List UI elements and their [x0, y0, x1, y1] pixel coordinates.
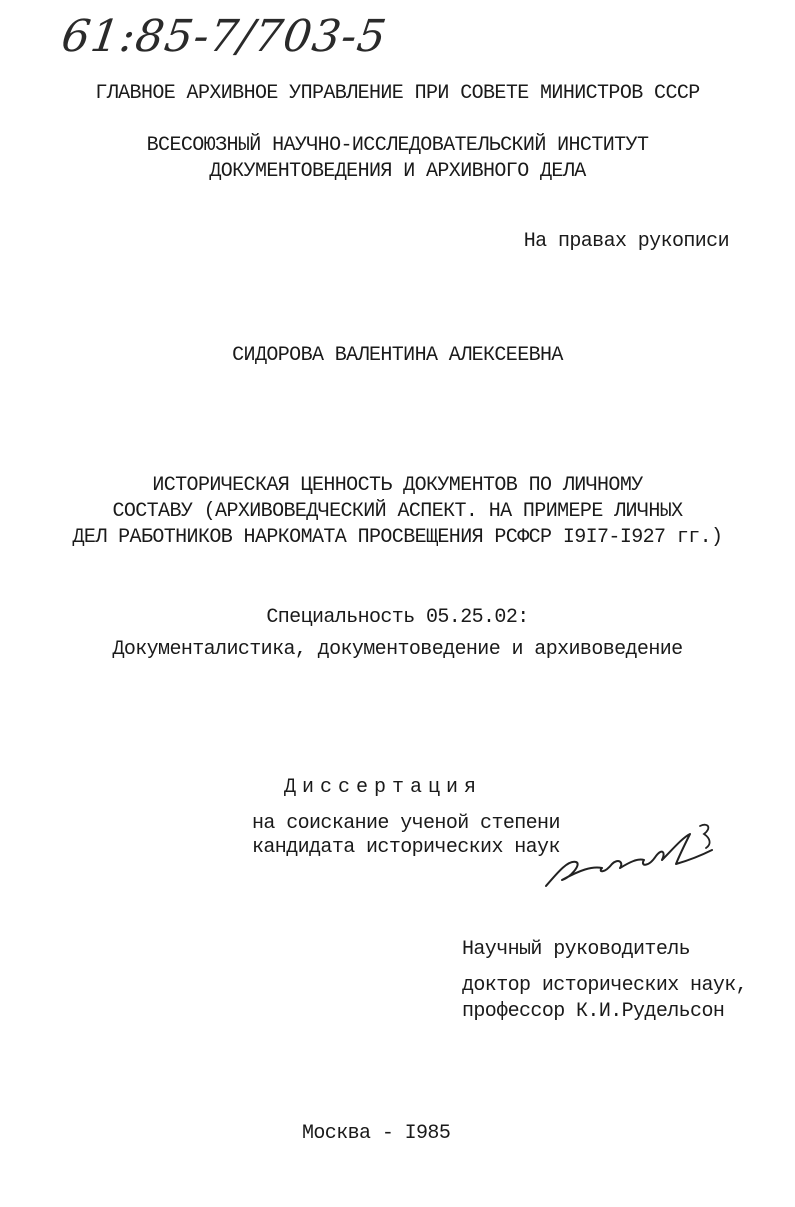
supervisor-name: профессор К.И.Рудельсон — [462, 1000, 725, 1023]
signature-icon — [540, 812, 720, 892]
manuscript-rights-note: На правах рукописи — [523, 230, 729, 253]
institute-name-line2: ДОКУМЕНТОВЕДЕНИЯ И АРХИВНОГО ДЕЛА — [209, 160, 586, 183]
thesis-title-line3: ДЕЛ РАБОТНИКОВ НАРКОМАТА ПРОСВЕЩЕНИЯ РСФСР I9I7-I927 гг.) — [72, 526, 723, 549]
organization-title: ГЛАВНОЕ АРХИВНОЕ УПРАВЛЕНИЕ ПРИ СОВЕТЕ МИНИСТРОВ СССР — [95, 82, 700, 105]
author-name: СИДОРОВА ВАЛЕНТИНА АЛЕКСЕЕВНА — [232, 344, 563, 367]
city-year: Москва - I985 — [302, 1122, 451, 1145]
specialty-code: Специальность 05.25.02: — [266, 606, 529, 629]
degree-line1: на соискание ученой степени — [252, 812, 560, 835]
thesis-title-line2: СОСТАВУ (АРХИВОВЕДЧЕСКИЙ АСПЕКТ. НА ПРИМЕРЕ ЛИЧНЫХ — [112, 500, 683, 523]
dissertation-heading: Диссертация — [284, 776, 483, 799]
supervisor-degree: доктор исторических наук, — [462, 974, 748, 997]
handwritten-archive-number: 61:85-7/703-5 — [58, 11, 390, 62]
specialty-name: Документалистика, документоведение и архивоведение — [112, 638, 683, 661]
thesis-title-line1: ИСТОРИЧЕСКАЯ ЦЕННОСТЬ ДОКУМЕНТОВ ПО ЛИЧНОМУ — [152, 474, 643, 497]
institute-name-line1: ВСЕСОЮЗНЫЙ НАУЧНО-ИССЛЕДОВАТЕЛЬСКИЙ ИНСТИТУТ — [146, 134, 649, 157]
degree-line2: кандидата исторических наук — [252, 836, 560, 859]
supervisor-label: Научный руководитель — [462, 938, 691, 961]
